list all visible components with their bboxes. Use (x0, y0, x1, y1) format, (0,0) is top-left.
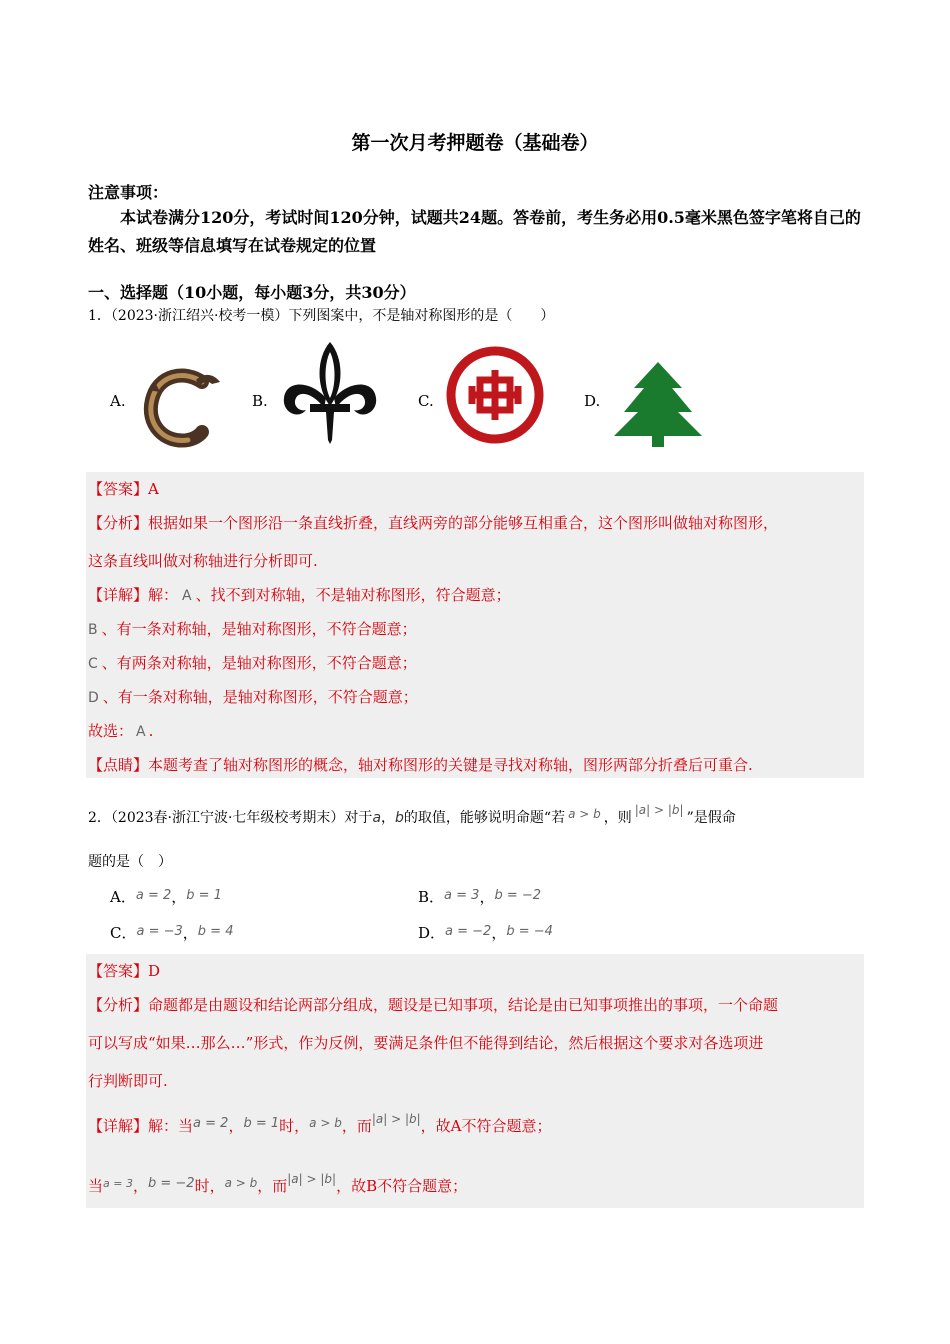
notice-body: 本试卷满分120分，考试时间120分钟，试题共24题。答卷前，考生务必用0.5毫米黑色签字笔将自己的姓名、班级等信息填写在试卷规定的位置 (88, 208, 861, 255)
q2-detail-label: 【详解】 (88, 1117, 149, 1135)
q2-d2-a: a = 3 (103, 1177, 133, 1190)
q1-option-b-label: B. (252, 392, 268, 410)
q1-detail-text-c: 、有两条对称轴，是轴对称图形，不符合题意； (101, 654, 417, 672)
q2-stem-a: 2．（2023春·浙江宁波·七年级校考期末）对于 (88, 810, 373, 826)
q2-condition: a > b (568, 807, 601, 821)
q2-option-b-b: b = −2 (494, 888, 542, 903)
q2-option-b: B．a = 3，b = −2 (418, 888, 542, 906)
q1-option-d-tree-image (612, 360, 704, 448)
q1-detail-text-d: 、有一条对称轴，是轴对称图形，不符合题意； (102, 688, 418, 706)
q2-option-a-b: b = 1 (186, 888, 222, 903)
q1-review-label: 【点睛】 (88, 756, 149, 774)
q1-analysis-text: 根据如果一个图形沿一条直线折叠，直线两旁的部分能够互相重合，这个图形叫做轴对称图形， (148, 514, 779, 532)
q2-option-b-label: B． (418, 888, 445, 906)
q2-d2-prefix: 当 (88, 1177, 104, 1195)
q2-detail-line2: 当$^{a = 3}$，b = −2时，$^{a > b}$，而$^{|a| > |b|}$，故B不符合题意； (88, 1172, 468, 1195)
q2-option-a-a: a = 2 (135, 888, 172, 903)
q1-detail-letter-c: C (88, 656, 98, 672)
q2-stem-line2: 题的是（ ） (88, 854, 172, 870)
q2-option-c-b: b = 4 (197, 924, 234, 939)
q2-option-d-b: b = −4 (506, 924, 553, 939)
q1-detail-line1 (88, 584, 511, 605)
q2-comma: ， (381, 810, 396, 826)
q1-detail-text-a: 、找不到对称轴，不是轴对称图形，符合题意； (195, 586, 511, 604)
q2-analysis-text: 命题都是由题设和结论两部分组成，题设是已知事项，结论是由已知事项推出的事项，一个命题 (148, 996, 779, 1014)
q2-d2-end: ，故B不符合题意； (336, 1177, 468, 1195)
q1-option-d-label: D. (584, 392, 601, 410)
q2-analysis-line2: 可以写成“如果…那么…”形式，作为反例，要满足条件但不能得到结论，然后根据这个要求对各选项进 (88, 1034, 764, 1052)
q1-detail-letter-d: D (88, 690, 99, 706)
q2-d1-gt: a > b (309, 1116, 342, 1130)
q2-analysis-label: 【分析】 (88, 996, 149, 1014)
q1-detail-text-b: 、有一条对称轴，是轴对称图形，不符合题意； (101, 620, 417, 638)
q2-option-c-a: a = −3 (136, 924, 183, 939)
q1-answer: 【答案】A (88, 480, 159, 498)
q2-stem-b: 的取值，能够说明命题“若 (403, 810, 566, 826)
q1-analysis-label: 【分析】 (88, 514, 149, 532)
section-heading: 一、选择题（10小题，每小题3分，共30分） (88, 283, 416, 302)
q1-detail-line4 (88, 686, 418, 707)
q2-option-d-label: D． (418, 924, 446, 942)
q2-option-c: C．a = −3，b = 4 (110, 924, 234, 942)
q2-option-a-label: A． (110, 888, 136, 906)
q1-choose-letter: A (136, 724, 146, 740)
q1-option-a-label: A. (110, 392, 126, 410)
q1-choose-suffix: . (148, 722, 154, 740)
q2-var-b: b (395, 810, 404, 826)
q2-d2-er: ，而 (257, 1177, 288, 1195)
q2-d1-er: ，而 (341, 1117, 372, 1135)
q1-option-c-bank-logo-image (446, 346, 544, 444)
q2-d2-gt: a > b (224, 1176, 258, 1190)
q1-analysis-line1 (88, 512, 778, 533)
q1-option-b-fleur-de-lis-image (280, 340, 380, 444)
q2-d1-b: b = 1 (243, 1116, 280, 1131)
q2-d1-end: ，故A不符合题意； (420, 1117, 552, 1135)
q2-option-b-a: a = 3 (444, 888, 480, 903)
q2-d1-prefix: 解：当 (148, 1117, 194, 1135)
q2-detail-line1: 【详解】解：当a = 2，b = 1时，$^{a > b}$，而$^{|a| > |b|}$，故A不符合题意； (88, 1112, 552, 1135)
q2-d1-a: a = 2 (193, 1116, 229, 1131)
q1-detail-line2 (88, 618, 417, 639)
q1-option-c-label: C. (418, 392, 434, 410)
q2-option-a: A．a = 2，b = 1 (110, 888, 222, 906)
notice-heading: 注意事项： (88, 183, 169, 202)
q1-stem: 1．（2023·浙江绍兴·校考一模）下列图案中，不是轴对称图形的是（ ） (88, 308, 555, 324)
q1-detail-line3 (88, 652, 417, 673)
q2-analysis-line1 (88, 994, 778, 1015)
q2-option-d-a: a = −2 (445, 924, 492, 939)
q2-d2-abs: |a| > |b| (287, 1172, 337, 1186)
q2-stem-d: ”是假命 (686, 810, 736, 826)
q1-review (88, 754, 753, 775)
q1-detail-letter-a: A (182, 588, 192, 604)
q2-stem-c: ，则 (603, 810, 632, 826)
page-title: 第一次月考押题卷（基础卷） (351, 132, 599, 154)
q1-detail-label: 【详解】 (88, 586, 149, 604)
q2-d2-b: b = −2 (147, 1176, 195, 1191)
q2-analysis-line3: 行判断即可. (88, 1072, 168, 1090)
q2-d2-when: 时， (194, 1177, 225, 1195)
q1-detail-prefix: 解： (148, 586, 179, 604)
q1-choose-prefix: 故选： (88, 722, 134, 740)
q1-detail-letter-b: B (88, 622, 98, 638)
q1-review-text: 本题考查了轴对称图形的概念，轴对称图形的关键是寻找对称轴，图形两部分折叠后可重合. (148, 756, 753, 774)
q2-answer: 【答案】D (88, 962, 161, 980)
q2-d1-abs: |a| > |b| (371, 1112, 421, 1126)
q2-stem-line1 (88, 800, 736, 828)
q2-answer-box (86, 954, 864, 1208)
q2-conclusion: |a| > |b| (634, 803, 684, 817)
q2-option-c-label: C． (110, 924, 137, 942)
q2-option-d: D．a = −2，b = −4 (418, 924, 553, 942)
q1-analysis-line2: 这条直线叫做对称轴进行分析即可. (88, 552, 318, 570)
q2-var-a: a (372, 810, 382, 826)
q2-d1-when: 时， (279, 1117, 310, 1135)
q1-choose (88, 720, 153, 741)
q1-option-a-hook-image (140, 362, 226, 448)
